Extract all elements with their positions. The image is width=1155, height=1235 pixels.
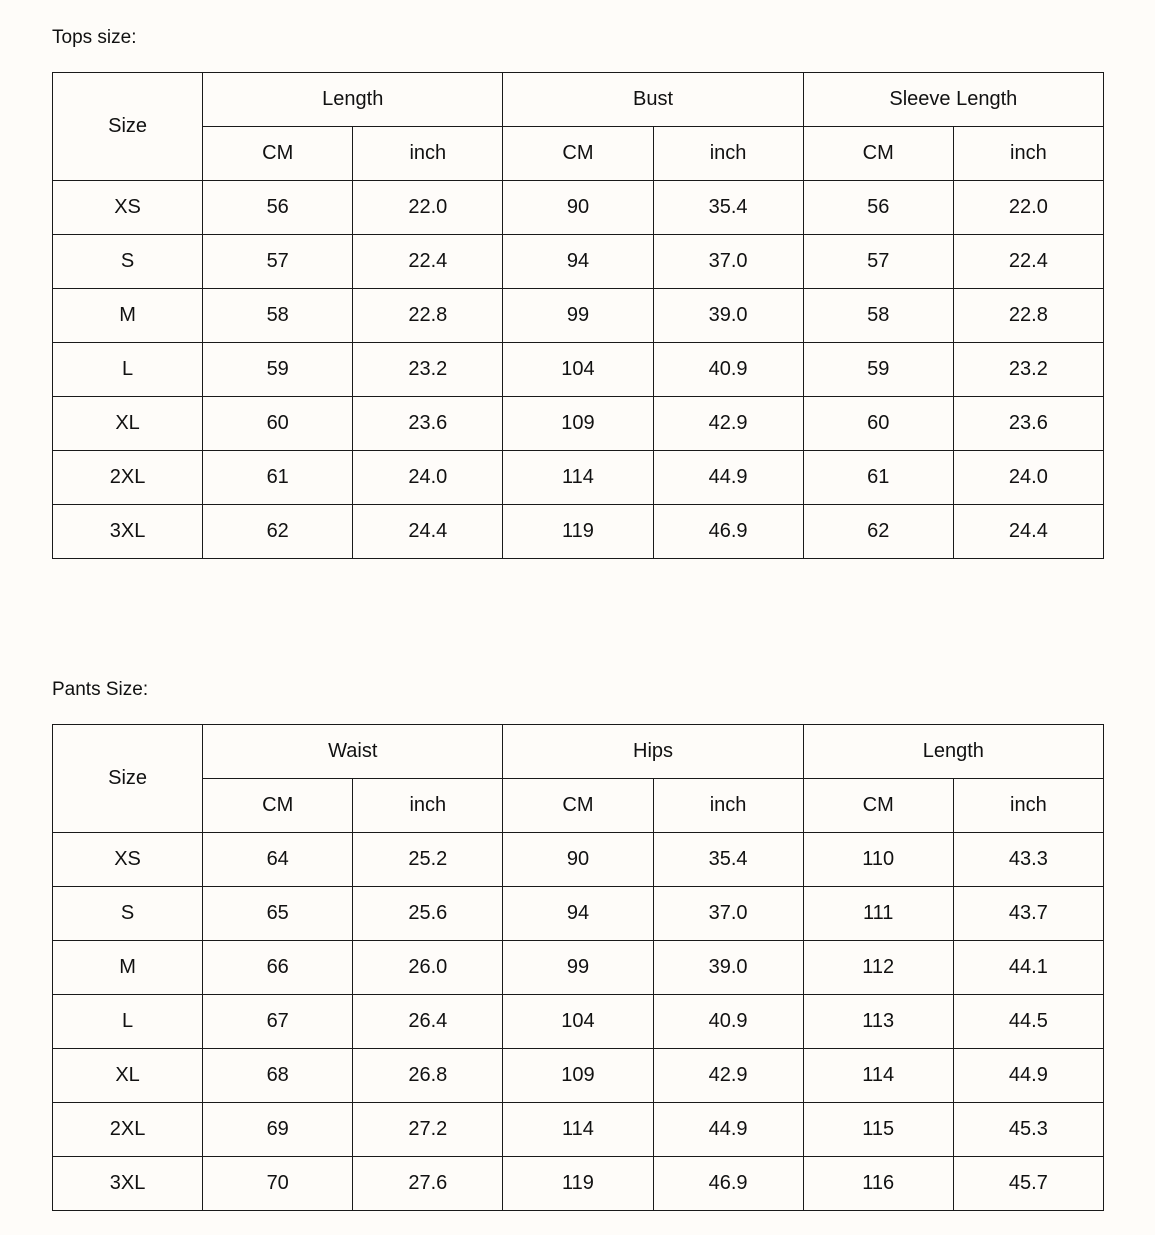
value-cell: 57 [203, 235, 353, 289]
value-cell: 99 [503, 941, 653, 995]
unit-header: CM [803, 127, 953, 181]
unit-header: CM [503, 779, 653, 833]
value-cell: 35.4 [653, 181, 803, 235]
value-cell: 115 [803, 1103, 953, 1157]
size-header: Size [53, 725, 203, 833]
value-cell: 113 [803, 995, 953, 1049]
pants-section-title: Pants Size: [52, 679, 149, 700]
value-cell: 45.3 [953, 1103, 1103, 1157]
value-cell: 22.4 [953, 235, 1103, 289]
value-cell: 24.0 [953, 451, 1103, 505]
unit-header: CM [203, 779, 353, 833]
table-row [53, 995, 1104, 1049]
table-row [53, 397, 1104, 451]
value-cell: 35.4 [653, 833, 803, 887]
value-cell: 24.4 [353, 505, 503, 559]
value-cell: 22.0 [353, 181, 503, 235]
group-header: Waist [203, 725, 503, 779]
value-cell: 109 [503, 397, 653, 451]
value-cell: 61 [803, 451, 953, 505]
size-cell: S [53, 887, 203, 941]
value-cell: 62 [203, 505, 353, 559]
value-cell: 23.2 [953, 343, 1103, 397]
table-row [53, 941, 1104, 995]
value-cell: 46.9 [653, 1157, 803, 1211]
size-cell: 2XL [53, 451, 203, 505]
value-cell: 25.6 [353, 887, 503, 941]
value-cell: 111 [803, 887, 953, 941]
value-cell: 60 [203, 397, 353, 451]
unit-header: CM [503, 127, 653, 181]
value-cell: 23.2 [353, 343, 503, 397]
value-cell: 68 [203, 1049, 353, 1103]
tops-table-body [53, 181, 1104, 559]
table-row [53, 1103, 1104, 1157]
unit-header-row [53, 127, 1104, 181]
value-cell: 99 [503, 289, 653, 343]
table-row [53, 887, 1104, 941]
unit-header: CM [203, 127, 353, 181]
value-cell: 58 [803, 289, 953, 343]
value-cell: 44.9 [953, 1049, 1103, 1103]
group-header-row [53, 73, 1104, 127]
value-cell: 59 [203, 343, 353, 397]
unit-header-row [53, 779, 1104, 833]
value-cell: 56 [203, 181, 353, 235]
size-cell: XS [53, 181, 203, 235]
size-cell: L [53, 995, 203, 1049]
value-cell: 37.0 [653, 887, 803, 941]
value-cell: 26.8 [353, 1049, 503, 1103]
table-row [53, 505, 1104, 559]
value-cell: 27.6 [353, 1157, 503, 1211]
value-cell: 40.9 [653, 343, 803, 397]
group-header: Length [203, 73, 503, 127]
table-row [53, 451, 1104, 505]
table-row [53, 1049, 1104, 1103]
pants-size-table [52, 724, 1104, 1211]
value-cell: 65 [203, 887, 353, 941]
value-cell: 22.4 [353, 235, 503, 289]
value-cell: 64 [203, 833, 353, 887]
size-cell: 3XL [53, 505, 203, 559]
value-cell: 112 [803, 941, 953, 995]
value-cell: 44.9 [653, 451, 803, 505]
value-cell: 40.9 [653, 995, 803, 1049]
value-cell: 94 [503, 887, 653, 941]
unit-header: inch [953, 779, 1103, 833]
value-cell: 69 [203, 1103, 353, 1157]
value-cell: 104 [503, 995, 653, 1049]
value-cell: 44.5 [953, 995, 1103, 1049]
value-cell: 44.9 [653, 1103, 803, 1157]
value-cell: 22.0 [953, 181, 1103, 235]
value-cell: 27.2 [353, 1103, 503, 1157]
value-cell: 119 [503, 505, 653, 559]
value-cell: 59 [803, 343, 953, 397]
value-cell: 58 [203, 289, 353, 343]
unit-header: CM [803, 779, 953, 833]
unit-header: inch [953, 127, 1103, 181]
value-cell: 56 [803, 181, 953, 235]
value-cell: 62 [803, 505, 953, 559]
value-cell: 26.0 [353, 941, 503, 995]
value-cell: 45.7 [953, 1157, 1103, 1211]
value-cell: 114 [503, 451, 653, 505]
value-cell: 24.0 [353, 451, 503, 505]
size-cell: XL [53, 397, 203, 451]
value-cell: 24.4 [953, 505, 1103, 559]
value-cell: 42.9 [653, 1049, 803, 1103]
value-cell: 57 [803, 235, 953, 289]
value-cell: 43.3 [953, 833, 1103, 887]
value-cell: 67 [203, 995, 353, 1049]
value-cell: 110 [803, 833, 953, 887]
tops-size-table [52, 72, 1104, 559]
value-cell: 94 [503, 235, 653, 289]
pants-table-body [53, 833, 1104, 1211]
value-cell: 66 [203, 941, 353, 995]
table-row [53, 343, 1104, 397]
group-header: Length [803, 725, 1103, 779]
value-cell: 116 [803, 1157, 953, 1211]
value-cell: 109 [503, 1049, 653, 1103]
value-cell: 44.1 [953, 941, 1103, 995]
value-cell: 43.7 [953, 887, 1103, 941]
value-cell: 104 [503, 343, 653, 397]
value-cell: 22.8 [953, 289, 1103, 343]
value-cell: 114 [503, 1103, 653, 1157]
value-cell: 46.9 [653, 505, 803, 559]
size-cell: XS [53, 833, 203, 887]
value-cell: 70 [203, 1157, 353, 1211]
unit-header: inch [353, 127, 503, 181]
unit-header: inch [353, 779, 503, 833]
size-cell: M [53, 941, 203, 995]
group-header: Sleeve Length [803, 73, 1103, 127]
value-cell: 37.0 [653, 235, 803, 289]
table-row [53, 181, 1104, 235]
group-header-row [53, 725, 1104, 779]
size-cell: M [53, 289, 203, 343]
size-cell: L [53, 343, 203, 397]
value-cell: 39.0 [653, 289, 803, 343]
value-cell: 114 [803, 1049, 953, 1103]
value-cell: 26.4 [353, 995, 503, 1049]
value-cell: 25.2 [353, 833, 503, 887]
size-cell: 3XL [53, 1157, 203, 1211]
unit-header: inch [653, 127, 803, 181]
value-cell: 61 [203, 451, 353, 505]
value-cell: 22.8 [353, 289, 503, 343]
group-header: Hips [503, 725, 803, 779]
value-cell: 90 [503, 181, 653, 235]
table-row [53, 833, 1104, 887]
size-cell: S [53, 235, 203, 289]
value-cell: 42.9 [653, 397, 803, 451]
size-header: Size [53, 73, 203, 181]
value-cell: 23.6 [953, 397, 1103, 451]
table-row [53, 289, 1104, 343]
size-cell: XL [53, 1049, 203, 1103]
table-row [53, 1157, 1104, 1211]
table-row [53, 235, 1104, 289]
group-header: Bust [503, 73, 803, 127]
size-cell: 2XL [53, 1103, 203, 1157]
tops-section-title: Tops size: [52, 27, 137, 48]
value-cell: 119 [503, 1157, 653, 1211]
value-cell: 23.6 [353, 397, 503, 451]
value-cell: 60 [803, 397, 953, 451]
value-cell: 39.0 [653, 941, 803, 995]
unit-header: inch [653, 779, 803, 833]
value-cell: 90 [503, 833, 653, 887]
